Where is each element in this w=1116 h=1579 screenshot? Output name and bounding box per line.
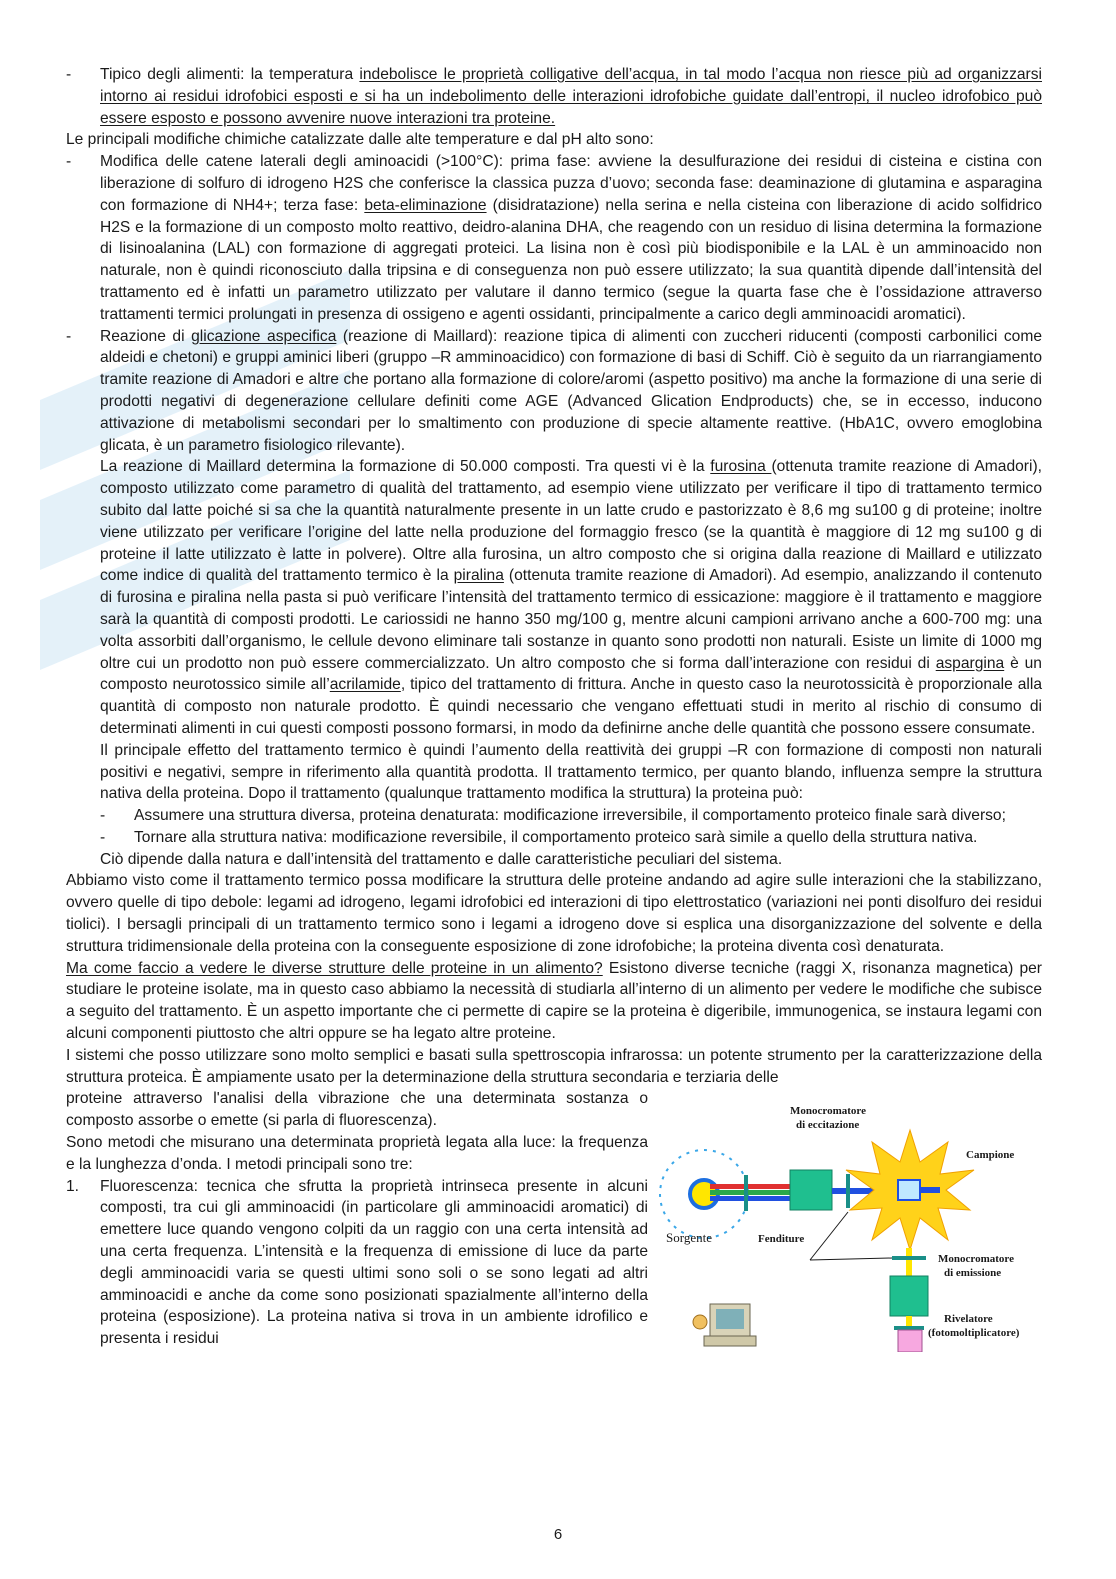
- sample-beam-out: [920, 1187, 940, 1193]
- bullet-mark: -: [100, 807, 106, 825]
- label-excitation-mono-2: di eccitazione: [796, 1119, 860, 1132]
- underlined-term: acrilamide: [329, 676, 401, 694]
- label-excitation-mono: Monocromatore: [790, 1105, 866, 1118]
- underlined-question: Ma come faccio a vedere le diverse strutture delle proteine in un alimento?: [66, 959, 603, 977]
- label-source: Sorgente: [666, 1230, 712, 1246]
- underlined-term: aspargina: [935, 654, 1005, 672]
- item-number: 1.: [66, 1177, 80, 1195]
- underlined-text: indebolisce le proprietà colligative dell’acqua, in tal modo l’acqua non riesce più ad organizzarsi intorno ai residui idrofobici esposti e si ha un indebolimento delle interazioni idrofobiche guidate dall’entropi, il nucleo idrofobico può essere esposto e possono avvenire nuove interazioni tra proteine.: [100, 66, 1042, 127]
- underlined-term: glicazione aspecifica: [191, 327, 337, 345]
- paragraph: Ciò dipende dalla natura e dall’intensità del trattamento e dalle caratteristiche peculiari del sistema.: [100, 850, 783, 868]
- paragraph: Le principali modifiche chimiche catalizzate dalle alte temperature e dal pH alto sono:: [66, 131, 654, 149]
- excitation-beam-green: [710, 1190, 790, 1195]
- fluorimeter-diagram: [648, 1090, 1042, 1352]
- bullet-paragraph: - Tipico degli alimenti: la temperatura indebolisce le proprietà colligative dell’acqua, in tal modo l’acqua non riesce più ad organizzarsi intorno ai residui idrofobici esposti e si ha un indebolimento delle interazioni idrofobiche guidate dall’entropi, il nucleo idrofobico può essere esposto e possono avvenire nuove interazioni tra proteine.: [66, 66, 1042, 127]
- underlined-term: furosina: [710, 458, 772, 476]
- paragraph: Il principale effetto del trattamento termico è quindi l’aumento della reattività dei gruppi –R con formazione di composti non naturali positivi e negativi, sempre in riferimento alla quantità prodotta. Il trattamento termico, per quanto blando, influenza sempre la struttura nativa della proteina. Dopo il trattamento (qualunque trattamento modifica la struttura) la proteina può:: [100, 741, 1042, 803]
- paragraph: I sistemi che posso utilizzare sono molto semplici e basati sulla spettroscopia infrarossa: un potente strumento per la caratterizzazione della struttura proteica. È ampiamente usato per la determinazione della struttura secondaria e terziaria delle: [66, 1046, 1042, 1086]
- underlined-term: piralina: [453, 567, 504, 585]
- bullet-paragraph: - Modifica delle catene laterali degli aminoacidi (>100°C): prima fase: avviene la desulfurazione dei residui di cisteina e cistina con liberazione di solfuro di idrogeno H2S che conferisce la classica puzza d’uovo; seconda fase: deaminazione di glutamina e asparagina con formazione di NH4+; terza fase: beta-eliminazione (disidratazione) nella serina e nella cisteina con liberazione di acido solfidrico H2S e la formazione di un composto molto reattivo, deidro-alanina DHA, che reagendo con un residuo di lisina determina la formazione di lisinoalanina (LAL) con formazione di aggregati proteici. La lisina non è così più biodisponibile e la LAL è un amminoacido non naturale, non è quindi riconosciuto dalla tripsina e di conseguenza non può essere utilizzato; la sua quantità dipende dall’intensità del trattamento ed è infatti un parametro utilizzato per valutare il danno termico (segue la quarta fase che è l’ossidazione attraverso trattamenti termici prolungati in presenza di ossigeno e agenti ossidanti, principalmente a carico degli amminoacidi aromatici).: [66, 153, 1042, 323]
- page-number: 6: [553, 1526, 563, 1543]
- paragraph: Ma come faccio a vedere le diverse strutture delle proteine in un alimento? Esistono diverse tecniche (raggi X, risonanza magnetica) per studiare le proteine isolate, ma in questo caso abbiamo la necessità di studiarla all’interno di un alimento per vedere le modifiche che subisce a seguito del trattamento. È un aspetto importante che ci permette di capire se la proteina è digeribile, immunogenica, se instaura legami con alcuni componenti piuttosto che altri oppure se ha legato altre proteine.: [66, 959, 1042, 1043]
- sub-bullet: - Assumere una struttura diversa, proteina denaturata: modificazione irreversibile, il comportamento proteico finale sarà diverso;: [66, 805, 1042, 827]
- bullet-mark: -: [66, 327, 72, 345]
- label-slits: Fenditure: [758, 1233, 805, 1246]
- computer-icon: [693, 1304, 756, 1346]
- text-with-figure: [66, 1088, 1042, 1352]
- label-sample: Campione: [966, 1149, 1015, 1162]
- paragraph: Sono metodi che misurano una determinata proprietà legata alla luce: la frequenza e la lunghezza d’onda. I metodi principali sono tre:: [66, 1134, 648, 1173]
- bullet-mark: -: [66, 66, 72, 83]
- emission-monochromator-box: [890, 1276, 928, 1316]
- slit-3: [892, 1256, 926, 1260]
- slit-2: [846, 1174, 850, 1208]
- numbered-item: 1. Fluorescenza: tecnica che sfrutta la proprietà intrinseca presente in alcuni composti, tra cui gli amminoacidi (in particolare gli amminoacidi aromatici) di emettere luce quando vengono colpiti da un raggio con una certa intensità ad una certa frequenza. L’intensità e la frequenza di emissione di luce da parte degli amminoacidi varia se questi ultimi sono soli o se sono legati ad altri amminoacidi e anche da come sono posizionati spazialmente all’interno della proteina (esposizione). La proteina nativa si trova in un ambiente idrofilico e presenta i residui: [66, 1177, 648, 1348]
- emission-beam: [906, 1248, 912, 1280]
- label-detector-2: (fotomoltiplicatore): [928, 1327, 1020, 1340]
- sub-bullet: - Tornare alla struttura nativa: modificazione reversibile, il comportamento proteico sarà simile a quello della struttura nativa.: [66, 827, 1042, 849]
- sample-cuvette: [898, 1180, 920, 1200]
- label-emission-mono: Monocromatore: [938, 1253, 1014, 1266]
- excitation-monochromator-box: [790, 1170, 832, 1210]
- paragraph: Abbiamo visto come il trattamento termico possa modificare la struttura delle proteine andando ad agire sulle interazioni che la stabilizzano, ovvero quelle di tipo debole: legami ad idrogeno, legami idrofobici ed interazioni di tipo elettrostatico (variazioni nei ponti disolfuro dei residui tiolici). I bersagli principali di un trattamento termico sono i legami a idrogeno dove si esplica una disorganizzazione del solvente e della struttura tridimensionale della proteina con la conseguente esposizione di zone idrofobiche; la proteina diventa così denaturata.: [66, 872, 1042, 955]
- bullet-mark: -: [100, 828, 106, 846]
- detector-box: [898, 1330, 922, 1352]
- underlined-term: beta-eliminazione: [364, 196, 487, 214]
- document-body: [66, 64, 1042, 1352]
- wrapped-text: [66, 1088, 648, 1350]
- excitation-beam-red: [710, 1184, 790, 1189]
- slit-4: [894, 1326, 924, 1330]
- label-emission-mono-2: di emissione: [944, 1267, 1002, 1280]
- bullet-mark: -: [66, 153, 72, 171]
- slit-1: [744, 1175, 748, 1211]
- paragraph: proteine attraverso l'analisi della vibrazione che una determinata sostanza o composto assorbe o emette (si parla di fluorescenza).: [66, 1090, 648, 1130]
- bullet-paragraph: - Reazione di glicazione aspecifica (reazione di Maillard): reazione tipica di alimenti con zuccheri riducenti (composti carbonilici come aldeidi e chetoni) e gruppi aminici liberi (gruppo –R amminoacidico) con formazione di basi di Schiff. Ciò è seguito da un riarrangiamento tramite reazione di Amadori e altre che portano alla formazione di colore/aromi (aspetto positivo) ma anche la formazione di una serie di prodotti negativi di degenerazione cellulare definiti come AGE (Advanced Glication Endproducts) che, se in eccesso, inducono attivazione di metabolismi secondari per lo smaltimento con produzione di specie altamente reattive. (HbA1C, ovvero emoglobina glicata, è un parametro fisiologico rilevante).: [66, 327, 1043, 454]
- excitation-beam-blue: [710, 1196, 790, 1201]
- paragraph: La reazione di Maillard determina la formazione di 50.000 composti. Tra questi vi è la furosina (ottenuta tramite reazione di Amadori), composto utilizzato come parametro di qualità del trattamento, ad esempio viene utilizzato per verificare il tipo di trattamento termico subito dal latte poiché si sa che la quantità naturalmente presente in un latte crudo e pastorizzato è 8,6 mg su100 g di proteine; inoltre viene utilizzato per verificare l’origine del latte nella produzione del formaggio fresco (se la quantità è maggiore di 12 mg su100 g di proteine il latte utilizzato è latte in polvere). Oltre alla furosina, un altro composto che si origina dalla reazione di Maillard e utilizzato come indice di qualità del trattamento termico è la piralina (ottenuta tramite reazione di Amadori). Ad esempio, analizzando il contenuto di furosina e piralina nella pasta si può verificare l’intensità del trattamento termico di essicazione: maggiore è il trattamento e maggiore sarà la quantità di composti prodotti. Le cariossidi ne hanno 350 mg/100 g, mentre alcuni campioni arrivano anche a 600-700 mg: una volta assorbiti dall’organismo, le cellule devono eliminare tali sostanze in quanto sono prodotti non naturali. Esiste un limite di 1000 mg oltre cui un prodotto non può essere commercializzato. Un altro composto che si forma dall’interazione con residui di aspargina è un composto neurotossico simile all’acrilamide, tipico del trattamento di frittura. Anche in questo caso la neurotossicità è proporzionale alla quantità di composto non naturale prodotto. È quindi necessario che vengano effettuati studi in merito al rischio di consumo di determinati alimenti in cui questi composti possono formarsi, in modo da definirne anche delle quantità che possono essere consumate.: [100, 458, 1043, 737]
- label-detector: Rivelatore: [944, 1313, 993, 1326]
